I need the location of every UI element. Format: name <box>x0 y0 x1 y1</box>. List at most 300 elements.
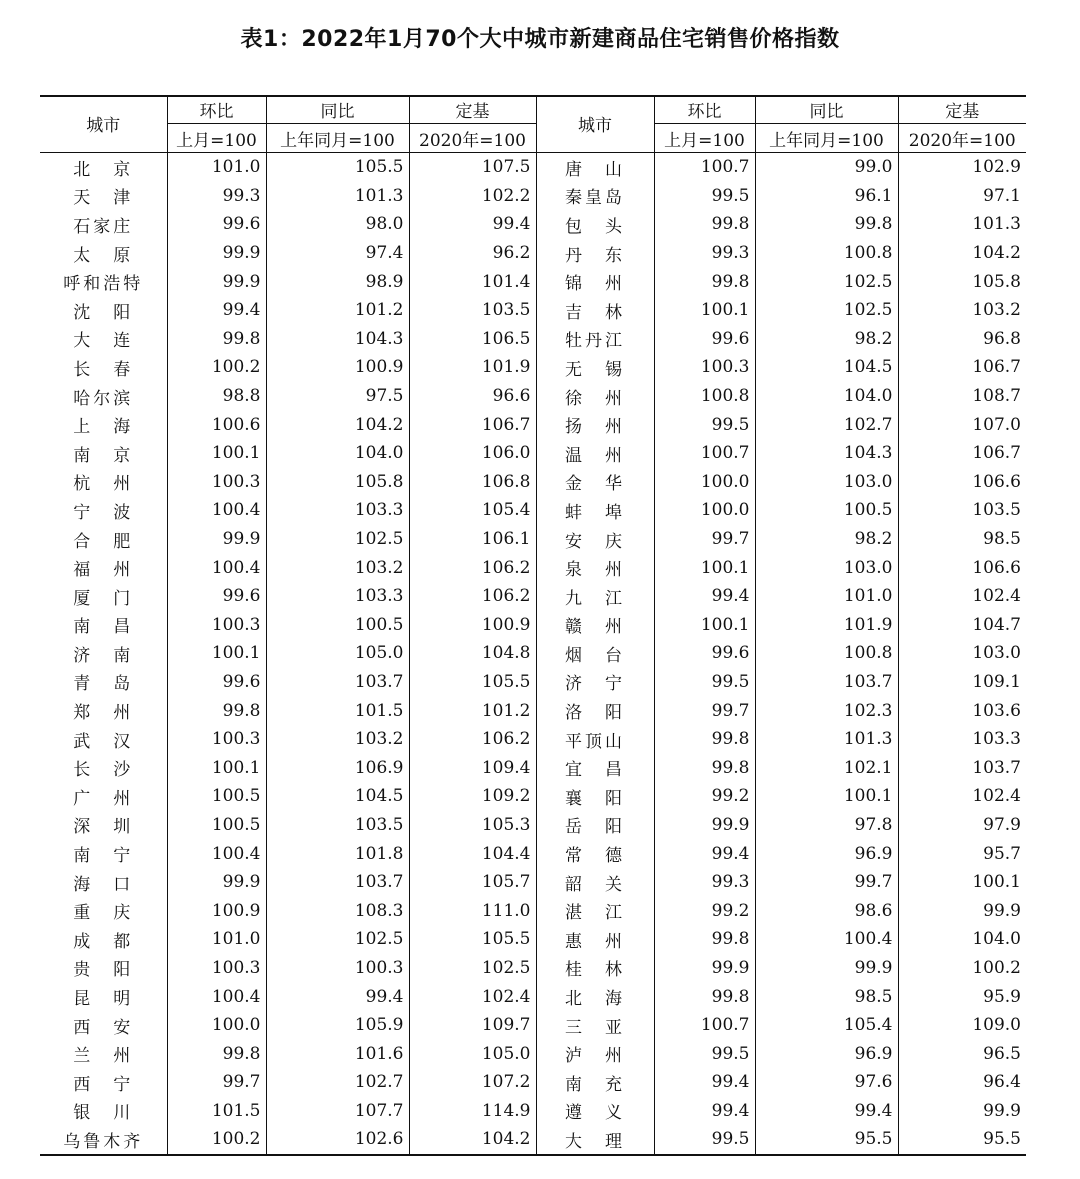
left-base-cell: 102.5 <box>409 954 536 983</box>
table-row <box>40 668 1026 697</box>
right-mom-cell: 99.8 <box>654 753 755 782</box>
table-row <box>40 353 1026 382</box>
right-base-cell: 95.9 <box>898 982 1026 1011</box>
right-base-cell: 109.1 <box>898 668 1026 697</box>
left-base-cell: 111.0 <box>409 896 536 925</box>
left-mom-cell: 100.6 <box>167 410 266 439</box>
right-base-cell: 103.6 <box>898 696 1026 725</box>
right-mom-cell: 100.3 <box>654 353 755 382</box>
left-base-cell: 104.2 <box>409 1125 536 1154</box>
left-base-cell: 102.4 <box>409 982 536 1011</box>
left-base-cell: 109.7 <box>409 1011 536 1040</box>
right-mom-cell: 99.2 <box>654 782 755 811</box>
subheader-base-left: 2020年=100 <box>409 124 536 153</box>
left-yoy-cell: 97.4 <box>266 239 409 268</box>
right-yoy-cell: 97.6 <box>755 1068 898 1097</box>
left-city-cell: 大 连 <box>73 331 134 352</box>
table-row <box>40 611 1026 640</box>
table-row <box>40 553 1026 582</box>
right-mom-cell: 99.4 <box>654 1068 755 1097</box>
left-base-cell: 100.9 <box>409 611 536 640</box>
left-city-cell: 深 圳 <box>73 817 134 838</box>
left-mom-cell: 100.4 <box>167 496 266 525</box>
left-base-cell: 102.2 <box>409 182 536 211</box>
left-city-cell: 石家庄 <box>73 216 134 237</box>
left-city-cell: 重 庆 <box>73 903 134 924</box>
left-mom-cell: 100.5 <box>167 782 266 811</box>
right-yoy-cell: 100.8 <box>755 639 898 668</box>
left-yoy-cell: 104.0 <box>266 439 409 468</box>
left-base-cell: 109.4 <box>409 753 536 782</box>
left-mom-cell: 99.9 <box>167 868 266 897</box>
table-row <box>40 811 1026 840</box>
right-base-cell: 101.3 <box>898 210 1026 239</box>
header-city-right: 城市 <box>536 95 654 153</box>
left-mom-cell: 99.8 <box>167 1039 266 1068</box>
right-yoy-cell: 99.0 <box>755 153 898 182</box>
left-mom-cell: 100.3 <box>167 725 266 754</box>
right-base-cell: 95.7 <box>898 839 1026 868</box>
right-base-cell: 100.2 <box>898 954 1026 983</box>
right-base-cell: 102.4 <box>898 782 1026 811</box>
right-mom-cell: 99.4 <box>654 839 755 868</box>
left-yoy-cell: 103.2 <box>266 725 409 754</box>
left-yoy-cell: 102.5 <box>266 925 409 954</box>
left-city-cell: 青 岛 <box>73 674 134 695</box>
right-yoy-cell: 99.9 <box>755 954 898 983</box>
right-base-cell: 99.9 <box>898 896 1026 925</box>
right-city-cell: 洛 阳 <box>536 696 654 725</box>
right-mom-cell: 99.8 <box>654 267 755 296</box>
left-mom-cell: 100.2 <box>167 1125 266 1154</box>
right-base-cell: 103.3 <box>898 725 1026 754</box>
right-yoy-cell: 100.4 <box>755 925 898 954</box>
right-base-cell: 96.8 <box>898 325 1026 354</box>
left-city-cell: 济 南 <box>73 645 134 666</box>
table-row <box>40 1125 1026 1154</box>
left-city-cell: 海 口 <box>73 874 134 895</box>
left-yoy-cell: 103.5 <box>266 811 409 840</box>
right-city-cell: 九 江 <box>536 582 654 611</box>
subheader-mom-left: 上月=100 <box>167 124 266 153</box>
table-row <box>40 782 1026 811</box>
table-row <box>40 525 1026 554</box>
right-yoy-cell: 96.1 <box>755 182 898 211</box>
right-yoy-cell: 102.3 <box>755 696 898 725</box>
left-yoy-cell: 99.4 <box>266 982 409 1011</box>
right-yoy-cell: 100.5 <box>755 496 898 525</box>
left-base-cell: 96.2 <box>409 239 536 268</box>
left-yoy-cell: 102.5 <box>266 525 409 554</box>
left-yoy-cell: 105.8 <box>266 468 409 497</box>
right-base-cell: 106.7 <box>898 353 1026 382</box>
left-city-cell: 南 昌 <box>73 617 134 638</box>
right-base-cell: 104.7 <box>898 611 1026 640</box>
left-yoy-cell: 108.3 <box>266 896 409 925</box>
right-city-cell: 牡丹江 <box>536 325 654 354</box>
right-mom-cell: 100.1 <box>654 296 755 325</box>
right-yoy-cell: 101.9 <box>755 611 898 640</box>
right-city-cell: 岳 阳 <box>536 811 654 840</box>
left-base-cell: 105.0 <box>409 1039 536 1068</box>
right-city-cell: 惠 州 <box>536 925 654 954</box>
right-city-cell: 烟 台 <box>536 639 654 668</box>
left-base-cell: 106.2 <box>409 582 536 611</box>
page-title: 表1：2022年1月70个大中城市新建商品住宅销售价格指数 <box>240 27 840 52</box>
left-base-cell: 106.1 <box>409 525 536 554</box>
right-yoy-cell: 104.5 <box>755 353 898 382</box>
right-city-cell: 桂 林 <box>536 954 654 983</box>
left-city-cell: 昆 明 <box>73 989 134 1010</box>
left-city-cell: 郑 州 <box>73 703 134 724</box>
right-city-cell: 丹 东 <box>536 239 654 268</box>
left-yoy-cell: 104.2 <box>266 410 409 439</box>
left-city-cell: 长 沙 <box>73 760 134 781</box>
right-yoy-cell: 98.2 <box>755 325 898 354</box>
right-mom-cell: 99.2 <box>654 896 755 925</box>
right-mom-cell: 99.5 <box>654 410 755 439</box>
right-city-cell: 安 庆 <box>536 525 654 554</box>
right-yoy-cell: 104.0 <box>755 382 898 411</box>
left-mom-cell: 100.1 <box>167 639 266 668</box>
left-mom-cell: 101.0 <box>167 153 266 182</box>
header-base-right: 定基 <box>898 95 1026 124</box>
left-mom-cell: 100.3 <box>167 954 266 983</box>
price-index-table <box>40 95 1026 1154</box>
table-row <box>40 296 1026 325</box>
left-yoy-cell: 100.9 <box>266 353 409 382</box>
right-city-cell: 南 充 <box>536 1068 654 1097</box>
right-mom-cell: 99.4 <box>654 1097 755 1126</box>
table-row <box>40 267 1026 296</box>
left-mom-cell: 100.1 <box>167 439 266 468</box>
table-row <box>40 639 1026 668</box>
table-row <box>40 696 1026 725</box>
left-base-cell: 105.3 <box>409 811 536 840</box>
right-mom-cell: 99.3 <box>654 239 755 268</box>
left-city-cell: 上 海 <box>73 417 134 438</box>
right-mom-cell: 99.5 <box>654 668 755 697</box>
right-mom-cell: 99.8 <box>654 925 755 954</box>
right-base-cell: 105.8 <box>898 267 1026 296</box>
right-mom-cell: 99.5 <box>654 182 755 211</box>
left-yoy-cell: 102.7 <box>266 1068 409 1097</box>
right-yoy-cell: 102.1 <box>755 753 898 782</box>
right-base-cell: 104.0 <box>898 925 1026 954</box>
right-city-cell: 锦 州 <box>536 267 654 296</box>
header-mom-right: 环比 <box>654 95 755 124</box>
right-base-cell: 107.0 <box>898 410 1026 439</box>
right-yoy-cell: 102.5 <box>755 296 898 325</box>
table-row <box>40 325 1026 354</box>
right-base-cell: 95.5 <box>898 1125 1026 1154</box>
left-city-cell: 武 汉 <box>73 731 134 752</box>
table-bottom-rule <box>40 1154 1026 1156</box>
subheader-yoy-right: 上年同月=100 <box>755 124 898 153</box>
right-mom-cell: 100.1 <box>654 611 755 640</box>
right-city-cell: 常 德 <box>536 839 654 868</box>
left-mom-cell: 100.4 <box>167 839 266 868</box>
right-mom-cell: 100.7 <box>654 439 755 468</box>
left-city-cell: 成 都 <box>73 931 134 952</box>
left-mom-cell: 99.4 <box>167 296 266 325</box>
right-yoy-cell: 96.9 <box>755 1039 898 1068</box>
left-base-cell: 109.2 <box>409 782 536 811</box>
table-row <box>40 496 1026 525</box>
left-yoy-cell: 101.2 <box>266 296 409 325</box>
left-city-cell: 太 原 <box>73 245 134 266</box>
left-yoy-cell: 102.6 <box>266 1125 409 1154</box>
left-yoy-cell: 101.8 <box>266 839 409 868</box>
right-base-cell: 103.7 <box>898 753 1026 782</box>
left-mom-cell: 101.0 <box>167 925 266 954</box>
left-yoy-cell: 98.9 <box>266 267 409 296</box>
left-city-cell: 兰 州 <box>73 1046 134 1067</box>
right-mom-cell: 99.6 <box>654 639 755 668</box>
left-city-cell: 长 春 <box>73 359 134 380</box>
left-mom-cell: 99.9 <box>167 267 266 296</box>
right-yoy-cell: 99.7 <box>755 868 898 897</box>
header-yoy-right: 同比 <box>755 95 898 124</box>
left-base-cell: 107.5 <box>409 153 536 182</box>
right-city-cell: 北 海 <box>536 982 654 1011</box>
right-city-cell: 宜 昌 <box>536 753 654 782</box>
left-yoy-cell: 106.9 <box>266 753 409 782</box>
right-city-cell: 泉 州 <box>536 553 654 582</box>
left-base-cell: 105.7 <box>409 868 536 897</box>
right-city-cell: 泸 州 <box>536 1039 654 1068</box>
left-city-cell: 沈 阳 <box>73 302 134 323</box>
left-yoy-cell: 98.0 <box>266 210 409 239</box>
right-base-cell: 109.0 <box>898 1011 1026 1040</box>
right-yoy-cell: 97.8 <box>755 811 898 840</box>
right-city-cell: 大 理 <box>536 1125 654 1154</box>
left-base-cell: 107.2 <box>409 1068 536 1097</box>
right-base-cell: 106.6 <box>898 553 1026 582</box>
left-base-cell: 105.5 <box>409 925 536 954</box>
right-mom-cell: 99.7 <box>654 525 755 554</box>
table-row <box>40 210 1026 239</box>
right-city-cell: 湛 江 <box>536 896 654 925</box>
left-mom-cell: 100.3 <box>167 468 266 497</box>
table-row <box>40 1097 1026 1126</box>
table-row <box>40 468 1026 497</box>
left-mom-cell: 100.9 <box>167 896 266 925</box>
right-city-cell: 温 州 <box>536 439 654 468</box>
left-base-cell: 106.2 <box>409 553 536 582</box>
left-city-cell: 南 宁 <box>73 846 134 867</box>
right-mom-cell: 100.7 <box>654 153 755 182</box>
right-base-cell: 102.9 <box>898 153 1026 182</box>
left-base-cell: 114.9 <box>409 1097 536 1126</box>
left-base-cell: 104.4 <box>409 839 536 868</box>
left-mom-cell: 100.4 <box>167 982 266 1011</box>
left-yoy-cell: 105.5 <box>266 153 409 182</box>
table-row <box>40 896 1026 925</box>
right-yoy-cell: 98.5 <box>755 982 898 1011</box>
left-base-cell: 106.2 <box>409 725 536 754</box>
left-mom-cell: 99.9 <box>167 525 266 554</box>
left-mom-cell: 100.2 <box>167 353 266 382</box>
left-mom-cell: 99.8 <box>167 696 266 725</box>
left-base-cell: 99.4 <box>409 210 536 239</box>
right-base-cell: 102.4 <box>898 582 1026 611</box>
left-yoy-cell: 101.3 <box>266 182 409 211</box>
right-mom-cell: 99.5 <box>654 1125 755 1154</box>
left-base-cell: 96.6 <box>409 382 536 411</box>
left-mom-cell: 99.3 <box>167 182 266 211</box>
right-base-cell: 100.1 <box>898 868 1026 897</box>
right-yoy-cell: 98.6 <box>755 896 898 925</box>
left-yoy-cell: 101.6 <box>266 1039 409 1068</box>
table-row <box>40 954 1026 983</box>
right-mom-cell: 99.8 <box>654 210 755 239</box>
left-yoy-cell: 103.2 <box>266 553 409 582</box>
right-mom-cell: 100.8 <box>654 382 755 411</box>
right-city-cell: 襄 阳 <box>536 782 654 811</box>
right-yoy-cell: 105.4 <box>755 1011 898 1040</box>
right-mom-cell: 99.3 <box>654 868 755 897</box>
right-city-cell: 无 锡 <box>536 353 654 382</box>
left-city-cell: 合 肥 <box>73 531 134 552</box>
right-base-cell: 98.5 <box>898 525 1026 554</box>
left-city-cell: 西 安 <box>73 1017 134 1038</box>
left-city-cell: 呼和浩特 <box>63 274 144 295</box>
table-row <box>40 1011 1026 1040</box>
left-mom-cell: 99.7 <box>167 1068 266 1097</box>
left-base-cell: 103.5 <box>409 296 536 325</box>
left-base-cell: 101.9 <box>409 353 536 382</box>
left-mom-cell: 99.9 <box>167 239 266 268</box>
right-yoy-cell: 102.5 <box>755 267 898 296</box>
table-row <box>40 382 1026 411</box>
left-city-cell: 天 津 <box>73 188 134 209</box>
left-yoy-cell: 104.3 <box>266 325 409 354</box>
right-base-cell: 96.4 <box>898 1068 1026 1097</box>
right-city-cell: 韶 关 <box>536 868 654 897</box>
left-city-cell: 福 州 <box>73 560 134 581</box>
right-yoy-cell: 99.8 <box>755 210 898 239</box>
left-mom-cell: 101.5 <box>167 1097 266 1126</box>
right-yoy-cell: 101.0 <box>755 582 898 611</box>
table-body <box>40 153 1026 1154</box>
table-row <box>40 1068 1026 1097</box>
right-yoy-cell: 95.5 <box>755 1125 898 1154</box>
left-city-cell: 银 川 <box>73 1103 134 1124</box>
right-base-cell: 96.5 <box>898 1039 1026 1068</box>
right-base-cell: 97.1 <box>898 182 1026 211</box>
header-city-left: 城市 <box>40 95 167 153</box>
left-mom-cell: 100.3 <box>167 611 266 640</box>
right-yoy-cell: 101.3 <box>755 725 898 754</box>
right-mom-cell: 100.7 <box>654 1011 755 1040</box>
right-city-cell: 金 华 <box>536 468 654 497</box>
left-yoy-cell: 105.0 <box>266 639 409 668</box>
right-base-cell: 108.7 <box>898 382 1026 411</box>
right-city-cell: 蚌 埠 <box>536 496 654 525</box>
right-city-cell: 赣 州 <box>536 611 654 640</box>
left-mom-cell: 100.5 <box>167 811 266 840</box>
left-city-cell: 宁 波 <box>73 502 134 523</box>
right-base-cell: 104.2 <box>898 239 1026 268</box>
right-base-cell: 103.2 <box>898 296 1026 325</box>
left-base-cell: 104.8 <box>409 639 536 668</box>
left-city-cell: 哈尔滨 <box>73 388 134 409</box>
right-city-cell: 包 头 <box>536 210 654 239</box>
subheader-mom-right: 上月=100 <box>654 124 755 153</box>
right-yoy-cell: 102.7 <box>755 410 898 439</box>
right-yoy-cell: 100.8 <box>755 239 898 268</box>
right-mom-cell: 100.0 <box>654 468 755 497</box>
left-yoy-cell: 103.7 <box>266 668 409 697</box>
right-yoy-cell: 103.0 <box>755 468 898 497</box>
table-row <box>40 582 1026 611</box>
right-mom-cell: 99.5 <box>654 1039 755 1068</box>
table-row <box>40 439 1026 468</box>
left-mom-cell: 99.6 <box>167 582 266 611</box>
right-city-cell: 遵 义 <box>536 1097 654 1126</box>
right-city-cell: 三 亚 <box>536 1011 654 1040</box>
right-mom-cell: 99.9 <box>654 954 755 983</box>
table-row <box>40 182 1026 211</box>
right-base-cell: 106.7 <box>898 439 1026 468</box>
left-yoy-cell: 103.7 <box>266 868 409 897</box>
table-row <box>40 410 1026 439</box>
table-row <box>40 839 1026 868</box>
right-mom-cell: 100.0 <box>654 496 755 525</box>
left-base-cell: 106.5 <box>409 325 536 354</box>
left-yoy-cell: 103.3 <box>266 582 409 611</box>
left-city-cell: 杭 州 <box>73 474 134 495</box>
right-base-cell: 103.0 <box>898 639 1026 668</box>
left-base-cell: 106.0 <box>409 439 536 468</box>
left-mom-cell: 99.6 <box>167 210 266 239</box>
left-yoy-cell: 107.7 <box>266 1097 409 1126</box>
table-row <box>40 753 1026 782</box>
left-mom-cell: 98.8 <box>167 382 266 411</box>
left-yoy-cell: 101.5 <box>266 696 409 725</box>
right-base-cell: 106.6 <box>898 468 1026 497</box>
left-yoy-cell: 105.9 <box>266 1011 409 1040</box>
left-mom-cell: 100.4 <box>167 553 266 582</box>
left-base-cell: 105.5 <box>409 668 536 697</box>
right-city-cell: 秦皇岛 <box>536 182 654 211</box>
right-yoy-cell: 99.4 <box>755 1097 898 1126</box>
left-yoy-cell: 100.5 <box>266 611 409 640</box>
left-city-cell: 南 京 <box>73 445 134 466</box>
table-row <box>40 925 1026 954</box>
left-yoy-cell: 103.3 <box>266 496 409 525</box>
header-base-left: 定基 <box>409 95 536 124</box>
left-base-cell: 101.2 <box>409 696 536 725</box>
left-yoy-cell: 104.5 <box>266 782 409 811</box>
right-base-cell: 99.9 <box>898 1097 1026 1126</box>
right-city-cell: 徐 州 <box>536 382 654 411</box>
right-base-cell: 97.9 <box>898 811 1026 840</box>
left-mom-cell: 100.1 <box>167 753 266 782</box>
right-mom-cell: 99.4 <box>654 582 755 611</box>
left-yoy-cell: 100.3 <box>266 954 409 983</box>
left-city-cell: 乌鲁木齐 <box>63 1131 144 1152</box>
right-mom-cell: 99.8 <box>654 725 755 754</box>
right-city-cell: 吉 林 <box>536 296 654 325</box>
left-mom-cell: 99.8 <box>167 325 266 354</box>
right-yoy-cell: 100.1 <box>755 782 898 811</box>
header-mom-left: 环比 <box>167 95 266 124</box>
right-yoy-cell: 96.9 <box>755 839 898 868</box>
subheader-base-right: 2020年=100 <box>898 124 1026 153</box>
table-row <box>40 153 1026 182</box>
